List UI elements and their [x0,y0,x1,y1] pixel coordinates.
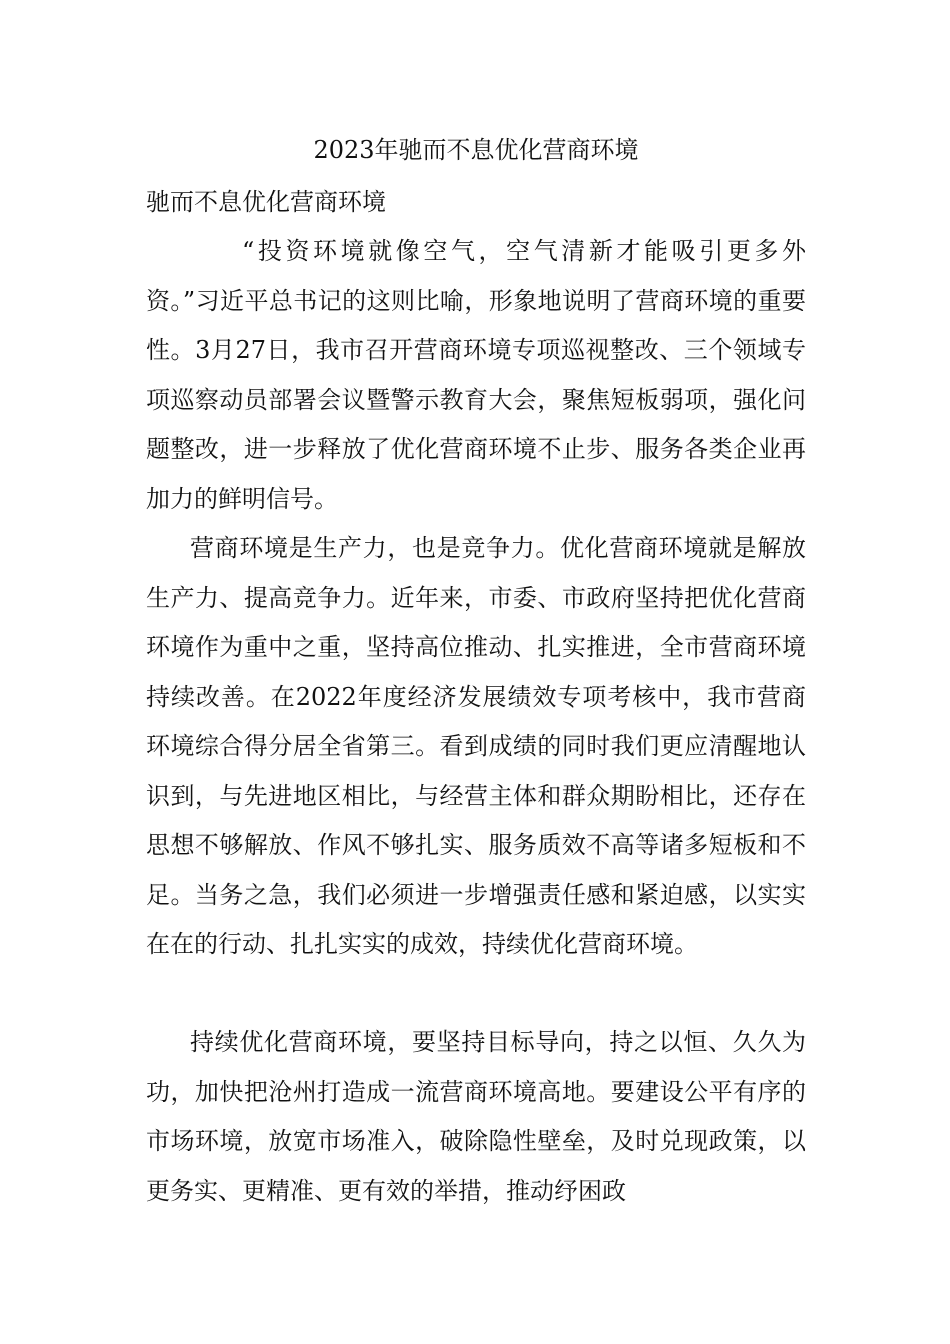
paragraph-1: “投资环境就像空气，空气清新才能吸引更多外资。”习近平总书记的这则比喻，形象地说明了营商环境的重要性。3月27日，我市召开营商环境专项巡视整改、三个领域专项巡察动员部署会议暨警示教育大会，聚焦短板弱项，强化问题整改，进一步释放了优化营商环境不止步、服务各类企业再加力的鲜明信号。 [146,237,806,513]
paragraph-2: 营商环境是生产力，也是竞争力。优化营商环境就是解放生产力、提高竞争力。近年来，市委、市政府坚持把优化营商环境作为重中之重，坚持高位推动、扎实推进，全市营商环境持续改善。在2022年度经济发展绩效专项考核中，我市营商环境综合得分居全省第三。看到成绩的同时我们更应清醒地认识到，与先进地区相比，与经营主体和群众期盼相比，还存在思想不够解放、作风不够扎实、服务质效不高等诸多短板和不足。当务之急，我们必须进一步增强责任感和紧迫感，以实实在在的行动、扎扎实实的成效，持续优化营商环境。 [146,534,806,958]
document-subtitle: 驰而不息优化营商环境 [146,188,386,216]
paragraph-3: 持续优化营商环境，要坚持目标导向，持之以恒、久久为功，加快把沧州打造成一流营商环境高地。要建设公平有序的市场环境，放宽市场准入，破除隐性壁垒，及时兑现政策，以更务实、更精准、更有效的举措，推动纾困政 [146,1028,806,1205]
document-title: 2023年驰而不息优化营商环境 [313,136,639,164]
